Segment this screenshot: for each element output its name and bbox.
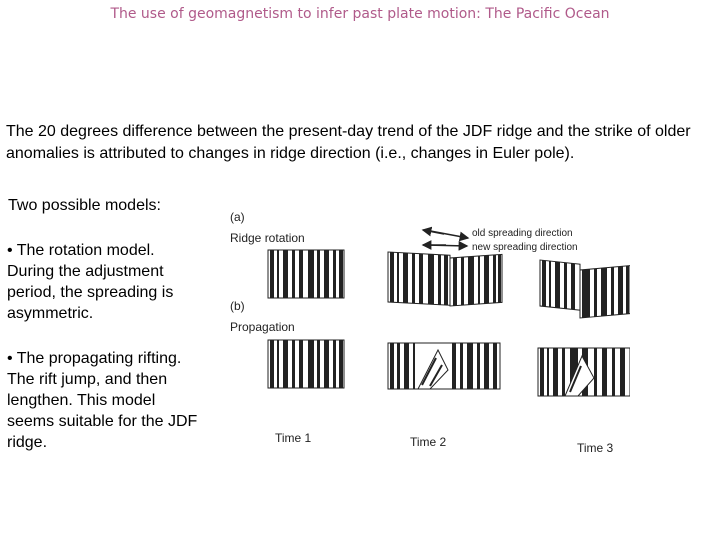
propagation-time3-block xyxy=(538,348,630,396)
time-label-2: Time 2 xyxy=(410,435,447,449)
intro-paragraph: The 20 degrees difference between the present-day trend of the JDF ridge and the strike of older anomalies is attributed to changes in ridge direction (i.e., changes in Euler pole). xyxy=(6,123,691,162)
panel-b-label: (b) xyxy=(230,299,245,313)
old-direction-label: old spreading direction xyxy=(472,228,573,239)
rotation-time3-block xyxy=(540,260,630,318)
models-heading: Two possible models: xyxy=(8,197,161,214)
panel-b-title: Propagation xyxy=(230,320,295,334)
new-direction-label: new spreading direction xyxy=(472,242,578,253)
panel-a-title: Ridge rotation xyxy=(230,231,305,245)
magnetic-anomaly-figure xyxy=(220,200,630,465)
bullet-propagating-rifting: • The propagating rifting. The rift jump, and then lengthen. This model seems suitable for the JDF ridge. xyxy=(7,350,198,451)
propagation-time1-block xyxy=(268,340,344,388)
panel-a-label: (a) xyxy=(230,210,245,224)
propagation-time2-block xyxy=(388,343,500,389)
time-label-3: Time 3 xyxy=(577,441,614,455)
time-label-1: Time 1 xyxy=(275,431,312,445)
slide-title: The use of geomagnetism to infer past plate motion: The Pacific Ocean xyxy=(110,6,610,22)
rotation-time1-block xyxy=(268,250,344,298)
bullet-rotation-model: • The rotation model. During the adjustment period, the spreading is asymmetric. xyxy=(7,242,174,322)
new-direction-arrow xyxy=(423,245,467,246)
rotation-time2-block xyxy=(388,252,502,306)
old-direction-arrow xyxy=(423,230,468,238)
